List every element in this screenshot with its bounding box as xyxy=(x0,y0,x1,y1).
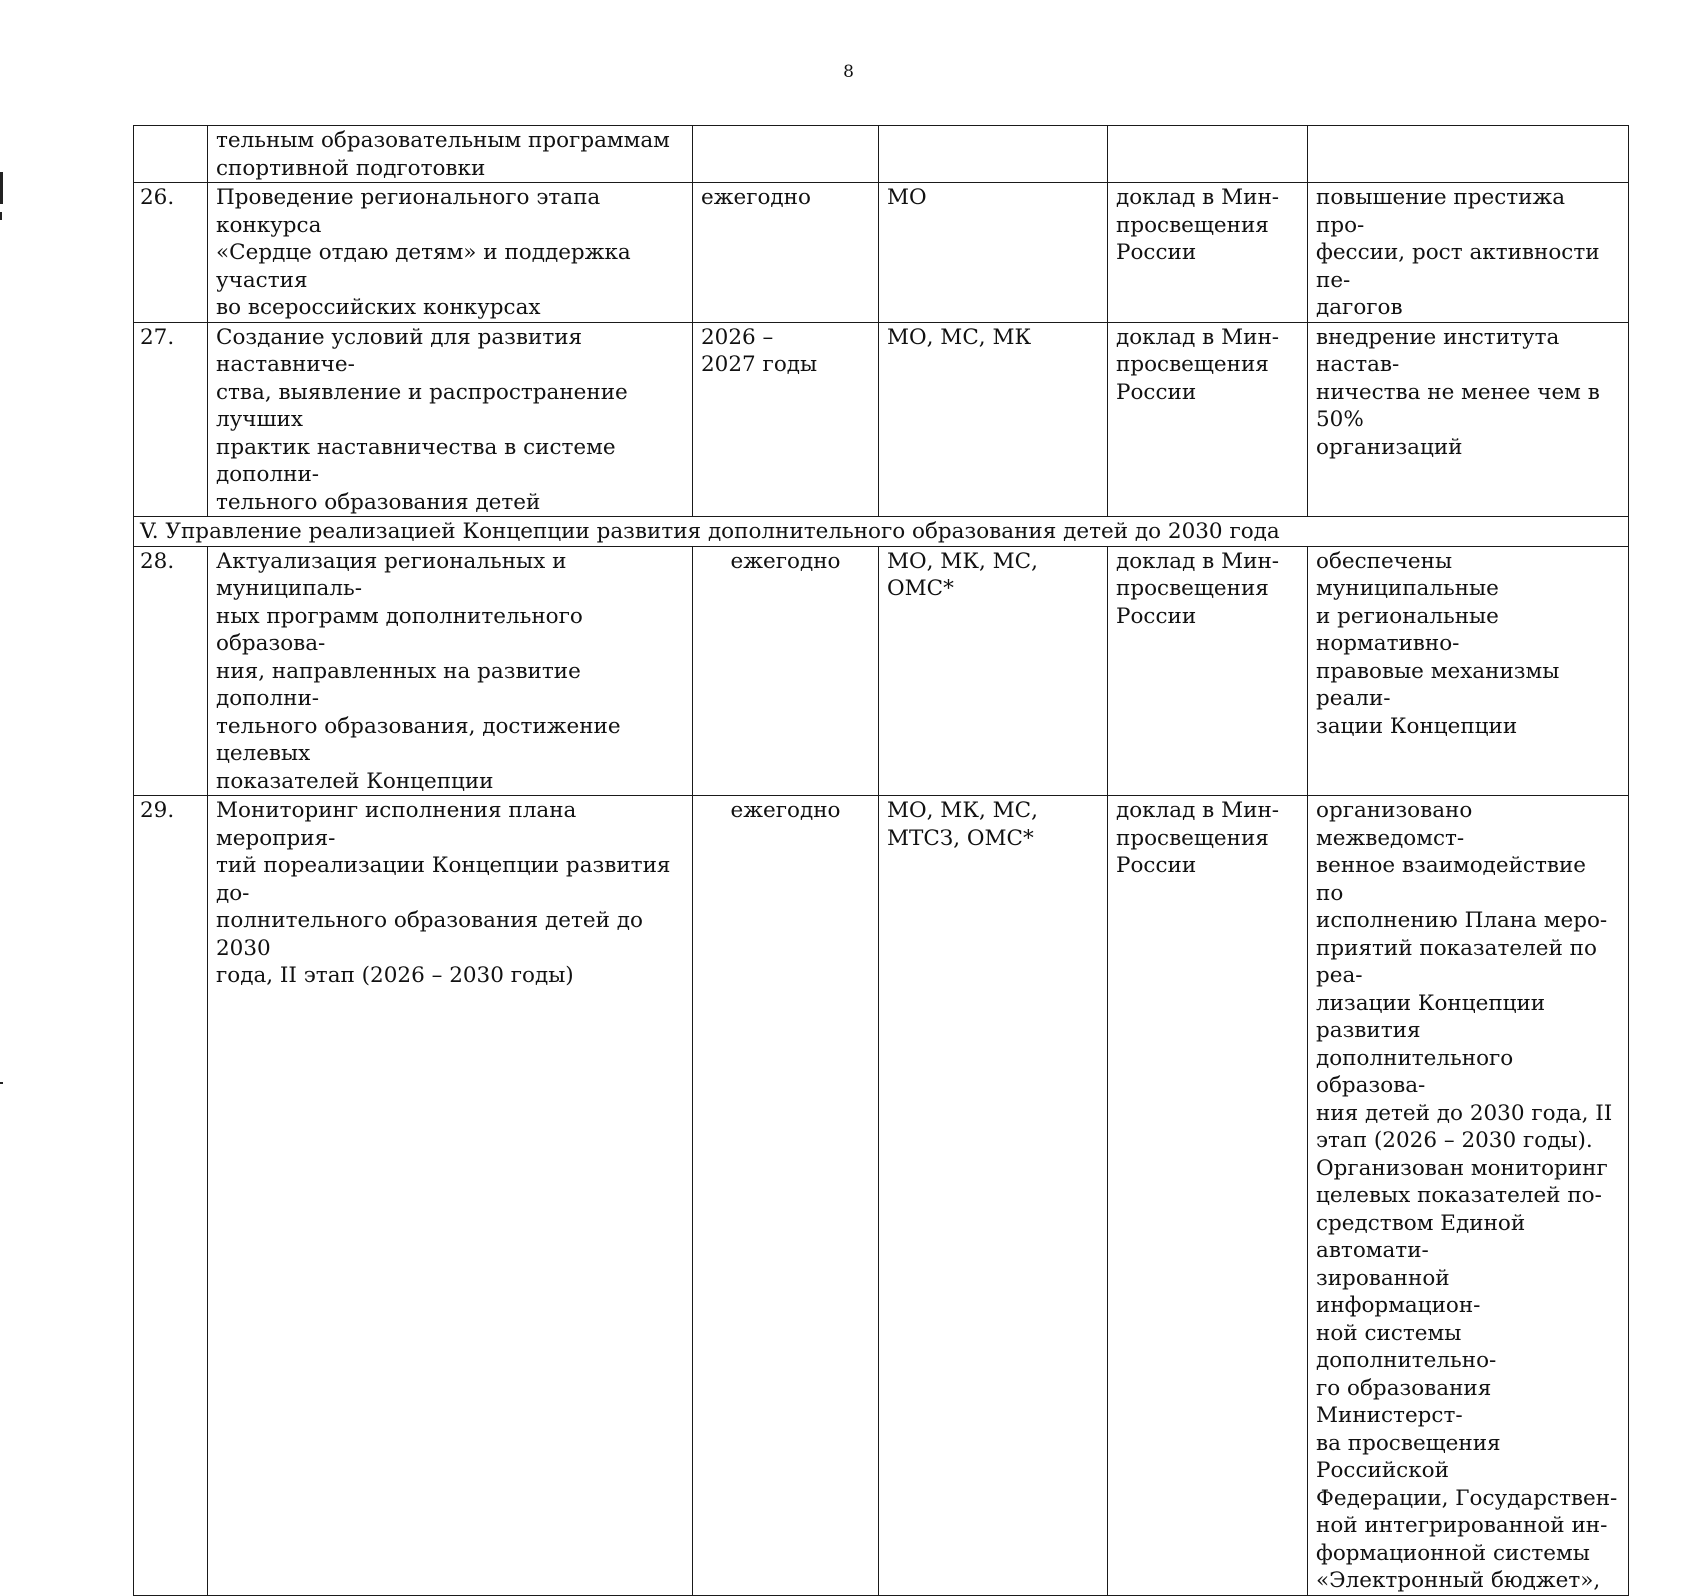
cell-result: повышение престижа про- фессии, рост активности пе- дагогов xyxy=(1308,183,1629,323)
cell-result: внедрение института настав- ничества не менее чем в 50% организаций xyxy=(1308,322,1629,517)
table-row-29 xyxy=(134,796,1629,1596)
cell-activity: Мониторинг исполнения плана мероприя- тий пореализации Концепции развития до- полнительного образования детей до 2030 года, II этап (2026 – 2030 годы) xyxy=(208,796,693,1596)
cell-document: доклад в Мин- просвещения России xyxy=(1108,546,1308,796)
cell-executors xyxy=(879,126,1108,183)
cell-activity: Создание условий для развития наставниче- ства, выявление и распространение лучших практик наставничества в системе дополни- тельного образования детей xyxy=(208,322,693,517)
cell-executors: МО, МК, МС, МТСЗ, ОМС* xyxy=(879,796,1108,1596)
cell-activity: Проведение регионального этапа конкурса «Сердце отдаю детям» и поддержка участия во всероссийских конкурсах xyxy=(208,183,693,323)
cell-document: доклад в Мин- просвещения России xyxy=(1108,322,1308,517)
cell-activity: Актуализация региональных и муниципаль- ных программ дополнительного образова- ния, направленных на развитие дополни- тельного образования, достижение целевых показателей Концепции xyxy=(208,546,693,796)
cell-number: 29. xyxy=(134,796,208,1596)
table-row-continuation xyxy=(134,126,1629,183)
cell-activity: тельным образовательным программам спортивной подготовки xyxy=(208,126,693,183)
cell-number xyxy=(134,126,208,183)
cell-number: 26. xyxy=(134,183,208,323)
table-row-28 xyxy=(134,546,1629,796)
section-header-row xyxy=(134,517,1629,547)
cell-term: ежегодно xyxy=(693,546,879,796)
cell-term: ежегодно xyxy=(693,183,879,323)
cell-document: доклад в Мин- просвещения России xyxy=(1108,183,1308,323)
cell-result: обеспечены муниципальные и региональные нормативно- правовые механизмы реали- зации Концепции xyxy=(1308,546,1629,796)
table-row-27 xyxy=(134,322,1629,517)
cell-number: 27. xyxy=(134,322,208,517)
cell-result xyxy=(1308,126,1629,183)
cell-term: 2026 – 2027 годы xyxy=(693,322,879,517)
cell-term: ежегодно xyxy=(693,796,879,1596)
cell-term xyxy=(693,126,879,183)
cell-document xyxy=(1108,126,1308,183)
cell-executors: МО, МК, МС, ОМС* xyxy=(879,546,1108,796)
cell-number: 28. xyxy=(134,546,208,796)
measures-table xyxy=(133,125,1629,1596)
table-row-26 xyxy=(134,183,1629,323)
cell-executors: МО xyxy=(879,183,1108,323)
cell-document: доклад в Мин- просвещения России xyxy=(1108,796,1308,1596)
scan-edge-mark xyxy=(0,172,3,204)
cell-executors: МО, МС, МК xyxy=(879,322,1108,517)
scan-edge-mark xyxy=(0,212,2,220)
cell-result: организовано межведомст- венное взаимодействие по исполнению Плана меро- приятий показателей по реа- лизации Концепции развития дополнительного образова- ния детей до 2030 года, II этап (2026 – 2030 годы). Организован мониторинг целевых показателей по- средством Единой автомати- зированной информацион- ной системы дополнительно- го образования Министерст- ва просвещения Российской Федерации, Государствен- ной интегрированной ин- формационной системы «Электронный бюджет», xyxy=(1308,796,1629,1596)
section-title: V. Управление реализацией Концепции развития дополнительного образования детей до 2030 года xyxy=(134,517,1629,547)
page-number: 8 xyxy=(843,62,854,82)
scan-edge-mark xyxy=(0,1082,3,1084)
